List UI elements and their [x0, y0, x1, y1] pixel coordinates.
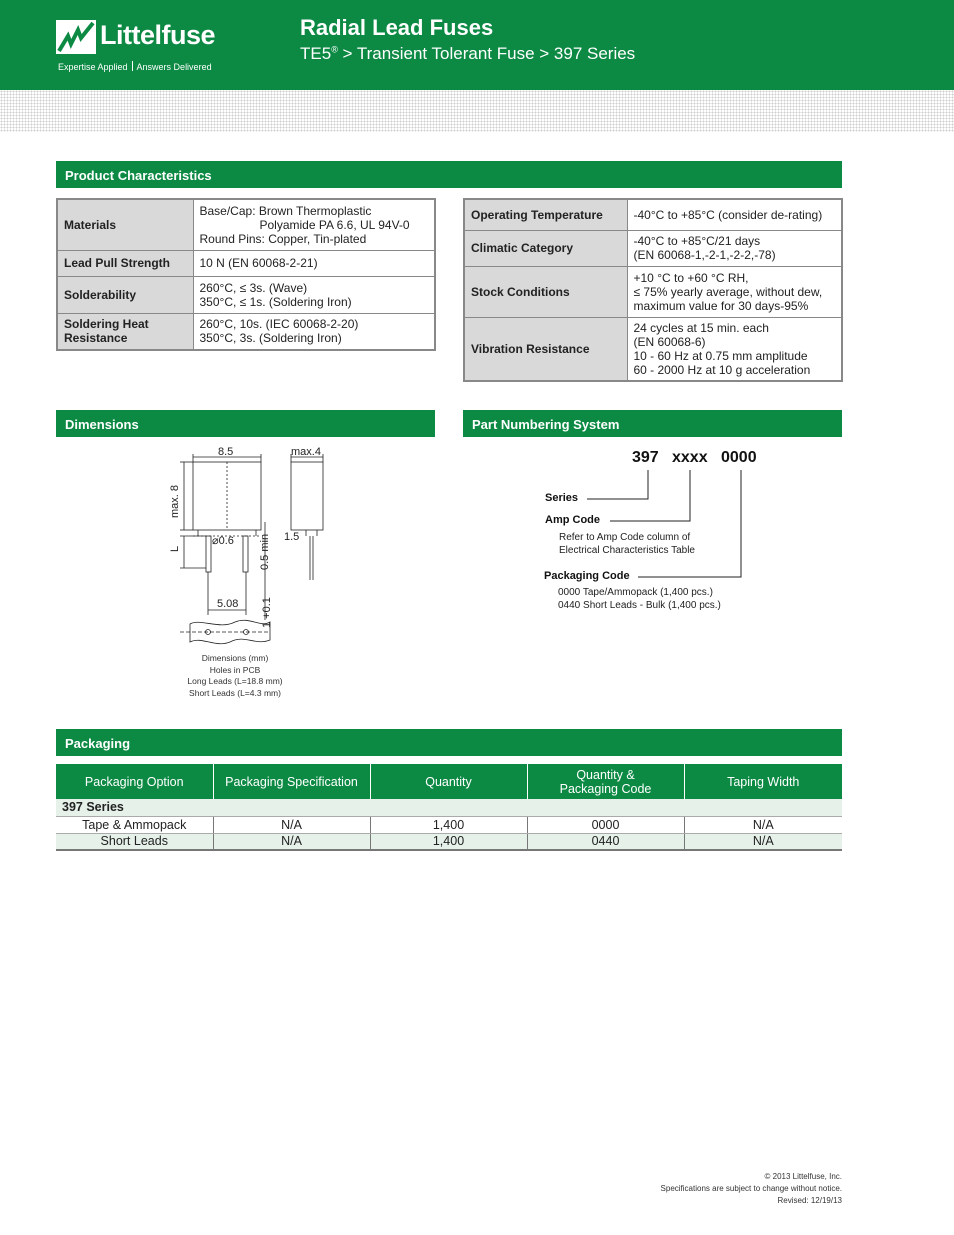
characteristics-table-left [56, 198, 436, 351]
cell: 0440 [527, 833, 684, 850]
value-line: 60 - 2000 Hz at 10 g acceleration [633, 362, 811, 377]
section-product-characteristics: Product Characteristics [56, 161, 842, 188]
value-line: 350°C, 3s. (Soldering Iron) [199, 331, 342, 346]
part-code-series: 397 [632, 449, 659, 466]
row-key: Operating Temperature [464, 199, 627, 230]
section-part-numbering: Part Numbering System [463, 410, 842, 437]
page-footer [661, 1171, 842, 1207]
table-row [464, 199, 842, 230]
page-title: Radial Lead Fuses [300, 15, 494, 40]
value-line: 260°C, ≤ 3s. (Wave) [199, 280, 308, 295]
registered-mark: ® [331, 44, 338, 55]
tagline-left: Expertise Applied [58, 62, 128, 72]
value-line: 260°C, 10s. (IEC 60068-2-20) [199, 317, 359, 332]
dim-pitch: 5.08 [217, 598, 239, 610]
cell: N/A [213, 833, 370, 850]
row-key: Materials [57, 199, 193, 250]
note-line: Dimensions (mm) [201, 653, 269, 663]
table-header-row [56, 764, 842, 799]
row-value [193, 276, 435, 313]
row-key: Climatic Category [464, 230, 627, 266]
table-row [464, 266, 842, 317]
cell: 0000 [527, 816, 684, 833]
row-key: Vibration Resistance [464, 317, 627, 381]
col-header: Taping Width [684, 764, 842, 799]
table-row [57, 199, 435, 250]
row-value: 10 N (EN 60068-2-21) [193, 250, 435, 276]
subtitle-brand: TE5 [300, 44, 332, 63]
cell: N/A [684, 833, 842, 850]
section-packaging: Packaging [56, 729, 842, 756]
note-line: Holes in PCB [209, 664, 261, 675]
dim-hole: 1 +0.1 [261, 597, 273, 628]
series-cell: 397 Series [56, 799, 842, 816]
series-row [56, 799, 842, 816]
table-row [57, 313, 435, 350]
cell: 1,400 [370, 816, 527, 833]
desc-line: 0440 Short Leads - Bulk (1,400 pcs.) [558, 600, 721, 611]
table-row [56, 833, 842, 850]
packaging-code-label: Packaging Code [544, 570, 630, 582]
dim-pin-offset: 1.5 [284, 531, 300, 543]
row-key [57, 313, 193, 350]
dim-min-length: 0.5 min [259, 533, 271, 570]
value-line: ≤ 75% yearly average, without dew, [633, 284, 823, 299]
cell: 1,400 [370, 833, 527, 850]
value-line: Round Pins: Copper, Tin-plated [199, 231, 367, 246]
packaging-code-description [558, 586, 721, 612]
value-line: -40°C to +85°C/21 days [633, 234, 761, 248]
table-row [464, 230, 842, 266]
notice: Specifications are subject to change without notice. [660, 1184, 842, 1193]
value-line: +10 °C to +60 °C RH, [633, 270, 749, 285]
note-line: Short Leads (L=4.3 mm) [189, 687, 281, 698]
logo-wordmark: Littelfuse [100, 20, 216, 50]
dim-pin-dia: ⌀0.6 [212, 535, 234, 547]
cell: Short Leads [56, 833, 213, 850]
dim-lead: L [169, 545, 181, 552]
section-dimensions: Dimensions [56, 410, 435, 437]
copyright: © 2013 Littelfuse, Inc. [764, 1172, 842, 1181]
page-header [0, 0, 954, 90]
dim-height: max. 8 [169, 484, 181, 518]
cell: N/A [684, 816, 842, 833]
value-line: Polyamide PA 6.6, UL 94V-0 [259, 217, 410, 232]
subtitle-path: > Transient Tolerant Fuse > 397 Series [337, 44, 636, 63]
value-line: (EN 60068-6) [633, 334, 706, 349]
tagline-right: Answers Delivered [136, 62, 212, 72]
col-header: Packaging Specification [213, 764, 370, 799]
row-value [193, 313, 435, 350]
table-row [57, 276, 435, 313]
col-header: Quantity & Packaging Code [527, 764, 684, 799]
row-key: Stock Conditions [464, 266, 627, 317]
dimension-notes [170, 653, 300, 699]
page-subtitle [300, 44, 635, 64]
part-code-pack: 0000 [721, 449, 757, 466]
cell: Tape & Ammopack [56, 816, 213, 833]
row-value [627, 230, 842, 266]
amp-code-description [559, 531, 695, 557]
packaging-table [56, 764, 842, 851]
value-line: maximum value for 30 days-95% [633, 298, 809, 313]
col-header: Quantity [370, 764, 527, 799]
littelfuse-mark-icon [56, 20, 96, 54]
col-header: Packaging Option [56, 764, 213, 799]
table-row [56, 816, 842, 833]
value-line: 10 - 60 Hz at 0.75 mm amplitude [633, 348, 808, 363]
series-label: Series [545, 492, 579, 504]
key-line: Soldering Heat [64, 317, 149, 332]
row-value [627, 317, 842, 381]
row-key: Solderability [57, 276, 193, 313]
row-value [627, 266, 842, 317]
amp-code-label: Amp Code [545, 514, 600, 526]
value-line: Base/Cap: Brown Thermoplastic [199, 203, 372, 218]
value-line: (EN 60068-1,-2-1,-2-2,-78) [633, 248, 776, 262]
revised-date: Revised: 12/19/13 [777, 1196, 842, 1205]
value-line: 24 cycles at 15 min. each [633, 320, 769, 335]
key-line: Resistance [64, 331, 128, 346]
table-row [464, 317, 842, 381]
fuse-body-side [291, 462, 323, 530]
table-row [57, 250, 435, 276]
desc-line: 0000 Tape/Ammopack (1,400 pcs.) [558, 587, 713, 598]
note-line: Long Leads (L=18.8 mm) [187, 676, 283, 686]
logo-tagline [58, 61, 212, 72]
desc-line: Electrical Characteristics Table [559, 545, 695, 556]
value-line: 350°C, ≤ 1s. (Soldering Iron) [199, 294, 352, 309]
littelfuse-logo [56, 20, 236, 80]
cell: N/A [213, 816, 370, 833]
part-code-amp: xxxx [672, 449, 708, 466]
row-value [193, 199, 435, 250]
dotted-pattern-band [0, 90, 954, 132]
dim-depth: max.4 [291, 446, 321, 458]
row-value: -40°C to +85°C (consider de-rating) [627, 199, 842, 230]
dim-width: 8.5 [218, 446, 234, 458]
row-key: Lead Pull Strength [57, 250, 193, 276]
dimension-drawing [160, 440, 340, 650]
desc-line: Refer to Amp Code column of [559, 532, 691, 543]
characteristics-table-right [463, 198, 843, 382]
